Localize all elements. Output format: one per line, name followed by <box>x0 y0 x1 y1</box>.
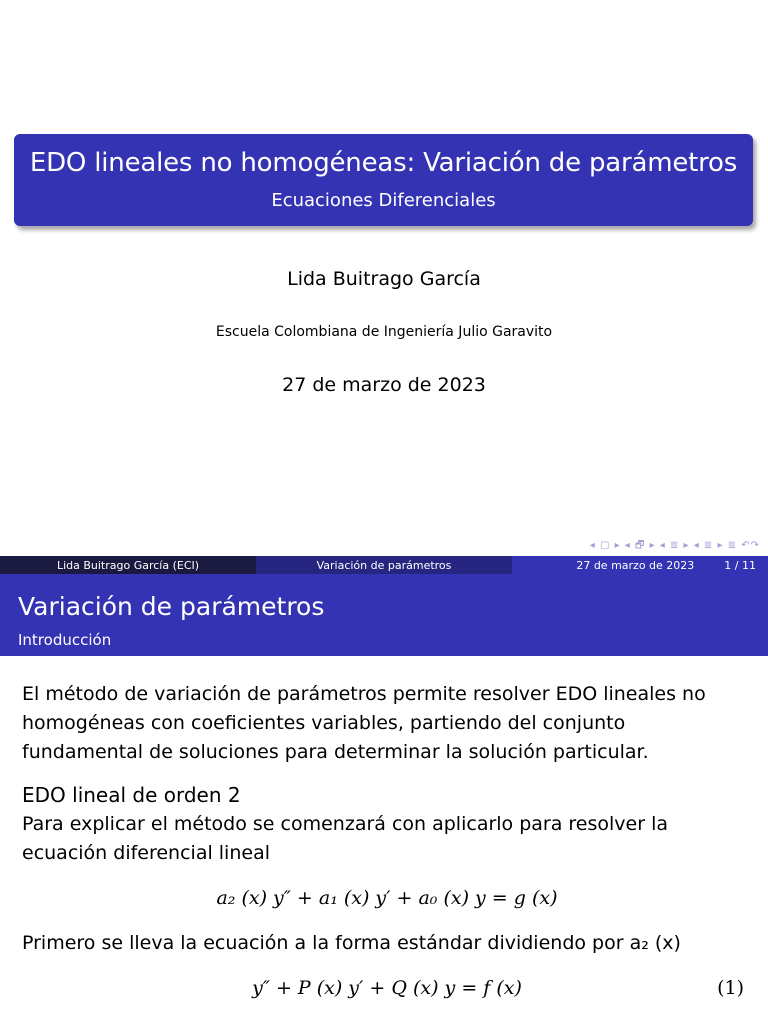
footer-title: Variación de parámetros <box>256 556 512 574</box>
intro-paragraph: El método de variación de parámetros permite resolver EDO lineales no homogéneas con coeficientes variables, partiendo del conjunto fundamental de soluciones para determinar la solución particular. <box>22 683 706 763</box>
slide-footer <box>0 556 768 574</box>
footer-author: Lida Buitrago García (ECI) <box>0 556 256 574</box>
equation-general: a₂ (x) y″ + a₁ (x) y′ + a₀ (x) y = g (x) <box>216 887 558 909</box>
frame-subtitle: Introducción <box>18 631 112 649</box>
presentation-title: EDO lineales no homogéneas: Variación de parámetros <box>29 148 738 178</box>
frame-body <box>22 680 752 1019</box>
block-title: EDO lineal de orden 2 <box>22 783 241 807</box>
footer-date-page <box>512 556 768 574</box>
presentation-date: 27 de marzo de 2023 <box>282 374 486 396</box>
equation-number: (1) <box>717 977 744 999</box>
institution: Escuela Colombiana de Ingeniería Julio Garavito <box>215 324 553 340</box>
frame-header <box>0 574 768 656</box>
beamer-navigation-icons[interactable]: ◂ ▢ ▸ ◂ 🗗 ▸ ◂ ≣ ▸ ◂ ≣ ▸ ≣ ↶↷ <box>589 540 760 551</box>
footer-page-number: 1 / 11 <box>724 558 756 572</box>
frame-title: Variación de parámetros <box>18 592 325 621</box>
title-box <box>14 134 753 226</box>
equation-standard: y″ + P (x) y′ + Q (x) y = f (x) <box>252 977 522 999</box>
presentation-subtitle: Ecuaciones Diferenciales <box>271 190 496 211</box>
footer-date: 27 de marzo de 2023 <box>576 558 695 572</box>
author: Lida Buitrago García <box>287 268 481 290</box>
standard-form-text: Primero se lleva la ecuación a la forma estándar dividiendo por a₂ (x) <box>22 932 681 954</box>
block-text: Para explicar el método se comenzará con aplicarlo para resolver la ecuación diferencial lineal <box>22 813 668 864</box>
equation-standard-form <box>22 974 752 1003</box>
